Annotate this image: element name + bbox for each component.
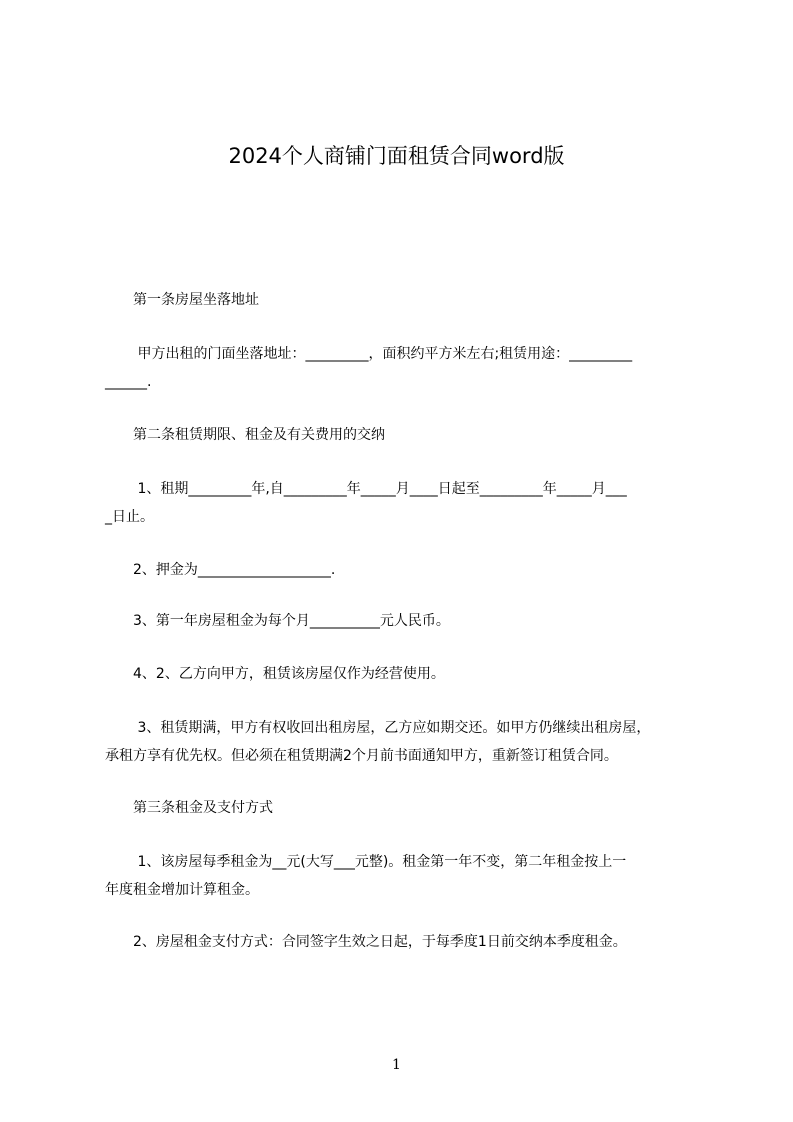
article-1-heading <box>105 286 705 314</box>
article-2-deposit-clause <box>105 556 705 584</box>
page-number: 1 <box>392 1057 401 1073</box>
text-line: 第二条租赁期限、租金及有关费用的交纳 <box>105 427 385 443</box>
article-3-heading <box>105 794 705 822</box>
text-line: 年度租金增加计算租金。 <box>105 882 259 898</box>
text-line: 3、租赁期满，甲方有权收回出租房屋，乙方应如期交还。如甲方仍继续出租房屋， <box>105 720 651 736</box>
article-3-payment-method-clause <box>105 928 705 956</box>
text-line: 承租方享有优先权。但必须在租赁期满2个月前书面通知甲方，重新签订租赁合同。 <box>105 748 618 764</box>
article-2-renewal-clause <box>105 714 705 770</box>
text-line: 2、押金为___________________. <box>105 562 336 578</box>
article-2-lease-term-clause <box>105 475 705 531</box>
text-line: 甲方出租的门面坐落地址：_________，面积约平方米左右;租赁用途：_________ <box>105 346 633 362</box>
text-line: 4、2、乙方向甲方，租赁该房屋仅作为经营使用。 <box>105 666 445 682</box>
article-2-usage-clause <box>105 660 705 688</box>
text-line: 3、第一年房屋租金为每个月__________元人民币。 <box>105 613 450 629</box>
text-line: 1、该房屋每季租金为__元(大写___元整)。租金第一年不变，第二年租金按上一 <box>105 854 627 870</box>
text-line: _日止。 <box>105 509 154 525</box>
article-3-quarterly-rent-clause <box>105 848 705 904</box>
article-2-rent-clause <box>105 607 705 635</box>
text-line: 第一条房屋坐落地址 <box>105 292 259 308</box>
text-line: ______. <box>105 374 152 390</box>
article-2-heading <box>105 421 705 449</box>
document-title: 2024个人商铺门面租赁合同word版 <box>228 144 565 168</box>
text-line: 第三条租金及支付方式 <box>105 800 273 816</box>
text-line: 1、租期_________年,自_________年_____月____日起至_________年_____月___ <box>105 481 627 497</box>
text-line: 2、房屋租金支付方式：合同签字生效之日起，于每季度1日前交纳本季度租金。 <box>105 934 627 950</box>
article-1-address-clause <box>105 340 705 396</box>
